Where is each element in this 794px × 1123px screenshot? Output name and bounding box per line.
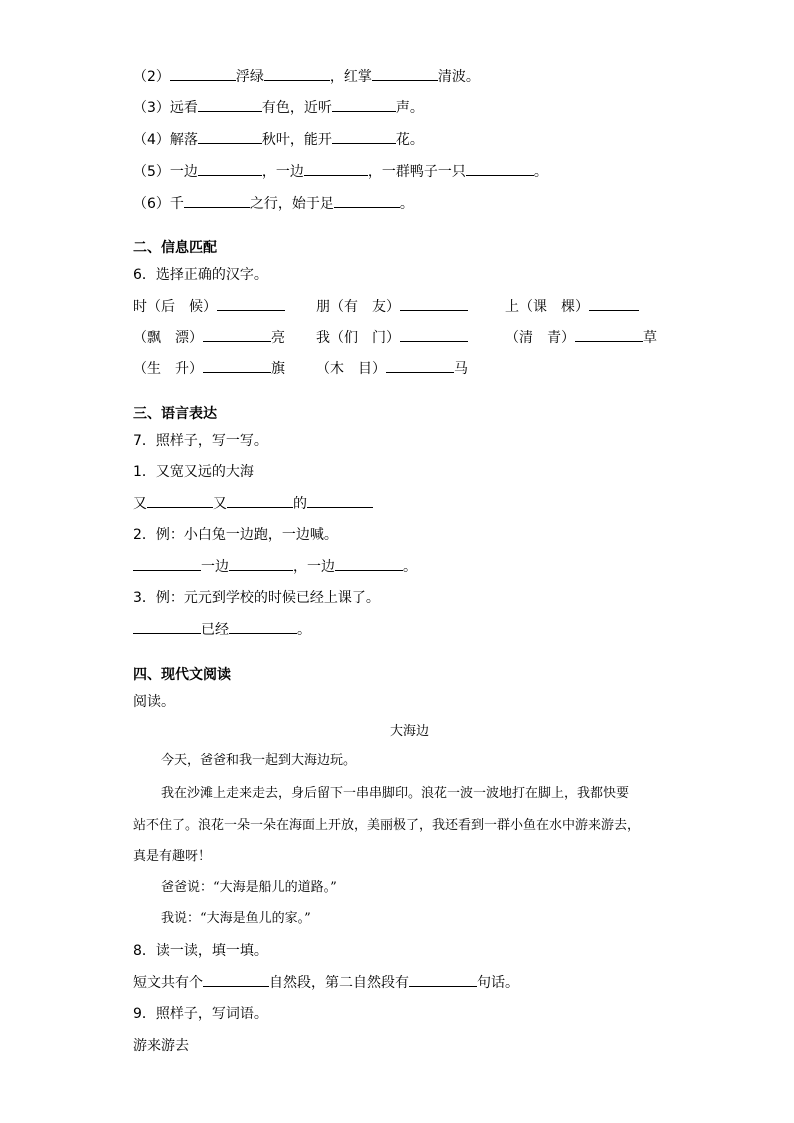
blank[interactable] bbox=[170, 66, 236, 81]
blank[interactable] bbox=[198, 161, 262, 176]
text: 。 bbox=[403, 559, 417, 575]
q5-item-2 bbox=[133, 66, 480, 87]
text: （飘 漂） bbox=[133, 330, 203, 346]
section-title: 三、语言表达 bbox=[133, 406, 217, 422]
passage-paragraph: 爸爸说：“大海是船儿的道路。” bbox=[161, 880, 337, 895]
text: 我（们 门） bbox=[316, 330, 400, 346]
text: 花。 bbox=[395, 132, 424, 148]
example-2: 2．例：小白兔一边跑，一边喊。 bbox=[133, 527, 338, 543]
text: 旗 bbox=[271, 361, 285, 377]
question-9: 9．照样子，写词语。 bbox=[133, 1006, 268, 1022]
text: ，红掌 bbox=[329, 69, 372, 85]
text: 短文共有个 bbox=[133, 975, 203, 991]
answer-1 bbox=[133, 493, 373, 514]
blank[interactable] bbox=[334, 193, 400, 208]
text: 亮 bbox=[271, 330, 285, 346]
q5-item-5 bbox=[133, 161, 548, 182]
choice-row1-a bbox=[133, 296, 285, 317]
text: 自然段，第二自然段有 bbox=[269, 975, 409, 991]
answer-3 bbox=[133, 619, 311, 640]
blank[interactable] bbox=[203, 327, 271, 342]
text: （5）一边 bbox=[133, 164, 198, 180]
blank[interactable] bbox=[203, 358, 271, 373]
blank[interactable] bbox=[198, 97, 262, 112]
passage-paragraph: 我说：“大海是鱼儿的家。” bbox=[161, 911, 311, 926]
text: 之行，始于足 bbox=[249, 196, 334, 212]
text: 声。 bbox=[395, 100, 424, 116]
text: 句话。 bbox=[477, 975, 519, 991]
blank[interactable] bbox=[229, 556, 293, 571]
text: 。 bbox=[533, 164, 548, 180]
text: 浮绿 bbox=[235, 69, 264, 85]
text: （6）千 bbox=[133, 196, 184, 212]
text: （生 升） bbox=[133, 361, 203, 377]
q5-item-3 bbox=[133, 97, 424, 118]
text: 又 bbox=[133, 496, 147, 512]
passage-title: 大海边 bbox=[390, 724, 430, 739]
example-3: 3．例：元元到学校的时候已经上课了。 bbox=[133, 590, 380, 606]
choice-row1-c bbox=[505, 296, 639, 317]
text: （3）远看 bbox=[133, 100, 198, 116]
text: 秋叶，能开 bbox=[261, 132, 332, 148]
text: 的 bbox=[293, 496, 307, 512]
example-1: 1．又宽又远的大海 bbox=[133, 464, 254, 480]
text: 。 bbox=[399, 196, 414, 212]
text: 马 bbox=[454, 361, 468, 377]
blank[interactable] bbox=[133, 619, 201, 634]
answer-8 bbox=[133, 972, 519, 993]
passage-paragraph: 真是有趣呀！ bbox=[133, 849, 212, 864]
blank[interactable] bbox=[466, 161, 534, 176]
blank[interactable] bbox=[575, 327, 643, 342]
q5-item-6 bbox=[133, 193, 414, 214]
blank[interactable] bbox=[264, 66, 330, 81]
choice-row1-b bbox=[316, 296, 468, 317]
blank[interactable] bbox=[589, 296, 639, 311]
text: （2） bbox=[133, 69, 170, 85]
question-8: 8．读一读，填一填。 bbox=[133, 943, 268, 959]
text: （清 青） bbox=[505, 330, 575, 346]
blank[interactable] bbox=[332, 97, 396, 112]
answer-2 bbox=[133, 556, 417, 577]
text: ，一边 bbox=[293, 559, 335, 575]
passage-paragraph: 今天，爸爸和我一起到大海边玩。 bbox=[161, 753, 357, 768]
choice-row3-b bbox=[316, 358, 468, 379]
blank[interactable] bbox=[372, 66, 438, 81]
text: 草 bbox=[643, 330, 657, 346]
text: （4）解落 bbox=[133, 132, 198, 148]
section-title: 四、现代文阅读 bbox=[133, 667, 231, 683]
question-6: 6．选择正确的汉字。 bbox=[133, 267, 268, 283]
blank[interactable] bbox=[133, 556, 201, 571]
blank[interactable] bbox=[409, 972, 477, 987]
blank[interactable] bbox=[229, 619, 297, 634]
question-9-example: 游来游去 bbox=[133, 1038, 189, 1054]
blank[interactable] bbox=[184, 193, 250, 208]
blank[interactable] bbox=[400, 327, 468, 342]
choice-row2-c bbox=[505, 327, 657, 348]
question-7: 7．照样子，写一写。 bbox=[133, 433, 268, 449]
text: 又 bbox=[213, 496, 227, 512]
blank[interactable] bbox=[400, 296, 468, 311]
passage-paragraph: 我在沙滩上走来走去，身后留下一串串脚印。浪花一波一波地打在脚上，我都快要 bbox=[161, 786, 630, 801]
text: 一边 bbox=[201, 559, 229, 575]
blank[interactable] bbox=[217, 296, 285, 311]
blank[interactable] bbox=[227, 493, 293, 508]
text: 上（课 棵） bbox=[505, 299, 589, 315]
blank[interactable] bbox=[386, 358, 454, 373]
text: ，一边 bbox=[261, 164, 304, 180]
blank[interactable] bbox=[147, 493, 213, 508]
text: （木 目） bbox=[316, 361, 386, 377]
passage-paragraph: 站不住了。浪花一朵一朵在海面上开放，美丽极了，我还看到一群小鱼在水中游来游去， bbox=[133, 818, 641, 833]
reading-intro: 阅读。 bbox=[133, 694, 175, 710]
blank[interactable] bbox=[198, 129, 262, 144]
blank[interactable] bbox=[332, 129, 396, 144]
blank[interactable] bbox=[335, 556, 403, 571]
text: 。 bbox=[297, 622, 311, 638]
blank[interactable] bbox=[203, 972, 269, 987]
choice-row2-b bbox=[316, 327, 468, 348]
text: 有色，近听 bbox=[261, 100, 332, 116]
text: 清波。 bbox=[437, 69, 480, 85]
blank[interactable] bbox=[304, 161, 368, 176]
q5-item-4 bbox=[133, 129, 424, 150]
text: 已经 bbox=[201, 622, 229, 638]
section-title: 二、信息匹配 bbox=[133, 240, 217, 256]
text: ，一群鸭子一只 bbox=[367, 164, 466, 180]
text: 朋（有 友） bbox=[316, 299, 400, 315]
choice-row3-a bbox=[133, 358, 285, 379]
blank[interactable] bbox=[307, 493, 373, 508]
choice-row2-a bbox=[133, 327, 285, 348]
text: 时（后 候） bbox=[133, 299, 217, 315]
